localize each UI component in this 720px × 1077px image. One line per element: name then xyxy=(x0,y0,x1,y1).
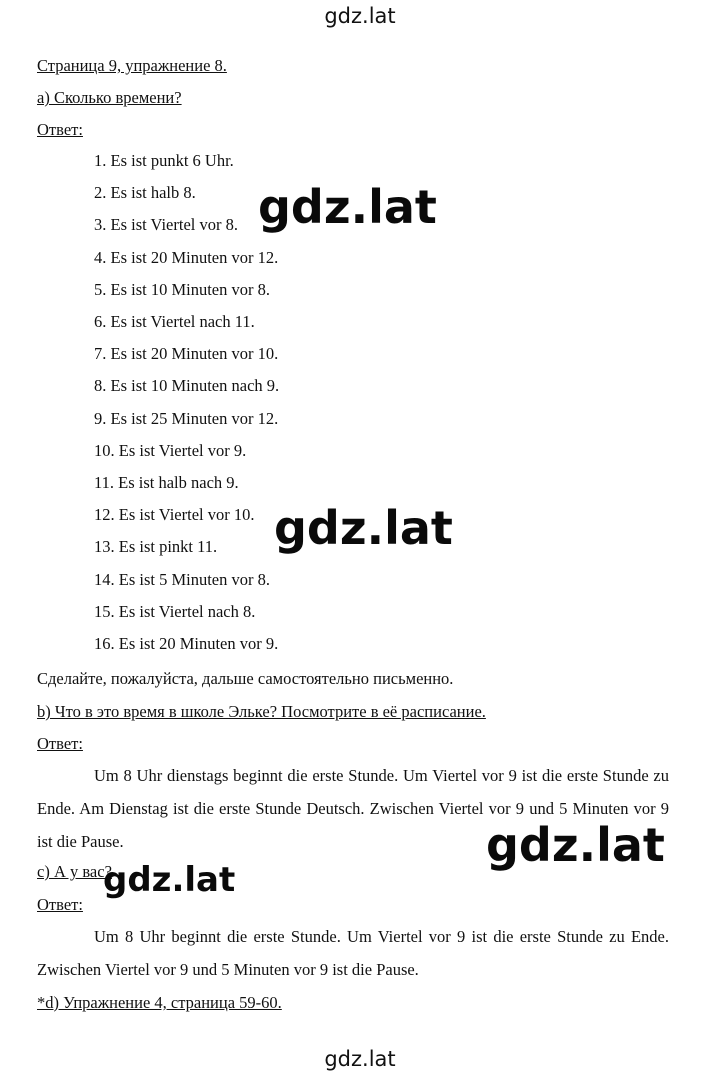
part-b-answer-label: Ответ: xyxy=(37,734,83,753)
watermark: gdz.lat xyxy=(274,501,453,555)
part-c-answer-label: Ответ: xyxy=(37,895,83,914)
site-header[interactable]: gdz.lat xyxy=(324,4,396,28)
answer-item: 4. Es ist 20 Minuten vor 12. xyxy=(94,247,279,267)
part-a-answer-label: Ответ: xyxy=(37,120,83,139)
answer-item: 5. Es ist 10 Minuten vor 8. xyxy=(94,279,270,299)
watermark: gdz.lat xyxy=(258,180,437,234)
answer-item: 10. Es ist Viertel vor 9. xyxy=(94,440,247,460)
site-footer[interactable]: gdz.lat xyxy=(324,1047,396,1071)
part-a-heading: а) Сколько времени? xyxy=(37,88,182,107)
answer-item: 11. Es ist halb nach 9. xyxy=(94,473,239,492)
instruction-note: Сделайте, пожалуйста, дальше самостоятельно письменно. xyxy=(37,669,454,688)
answer-item: 2. Es ist halb 8. xyxy=(94,183,196,203)
answer-item: 1. Es ist punkt 6 Uhr. xyxy=(94,151,234,170)
page-title: Страница 9, упражнение 8. xyxy=(37,56,227,75)
answer-item: 3. Es ist Viertel vor 8. xyxy=(94,215,238,235)
answer-item: 6. Es ist Viertel nach 11. xyxy=(94,312,255,331)
answer-item: 14. Es ist 5 Minuten vor 8. xyxy=(94,569,270,589)
part-c-answer-text: Um 8 Uhr beginnt die erste Stunde. Um Viertel vor 9 ist die erste Stunde zu Ende. Zwischen Viertel vor 9 und 5 Minuten vor 9 ist die Pause. xyxy=(37,927,669,979)
answer-item: 8. Es ist 10 Minuten nach 9. xyxy=(94,376,280,396)
answer-item: 16. Es ist 20 Minuten vor 9. xyxy=(94,634,279,653)
part-d-heading: *d) Упражнение 4, страница 59-60. xyxy=(37,993,282,1012)
part-b-heading: b) Что в это время в школе Эльке? Посмотрите в её расписание. xyxy=(37,702,486,721)
watermark: gdz.lat xyxy=(486,818,665,872)
answer-item: 7. Es ist 20 Minuten vor 10. xyxy=(94,344,279,364)
answer-item: 13. Es ist pinkt 11. xyxy=(94,537,218,557)
answer-item: 9. Es ist 25 Minuten vor 12. xyxy=(94,408,279,428)
answer-item: 15. Es ist Viertel nach 8. xyxy=(94,601,256,621)
part-b-answer-text: Um 8 Uhr dienstags beginnt die erste Stunde. Um Viertel vor 9 ist die erste Stunde zu Ende. Am Dienstag ist die erste Stunde Deutsch. Zwischen Viertel vor 9 und 5 Minuten vor 9 ist die Pause. xyxy=(37,766,669,851)
part-c-heading: c) А у вас? xyxy=(37,862,112,881)
answer-item: 12. Es ist Viertel vor 10. xyxy=(94,505,255,525)
watermark: gdz.lat xyxy=(103,860,236,900)
